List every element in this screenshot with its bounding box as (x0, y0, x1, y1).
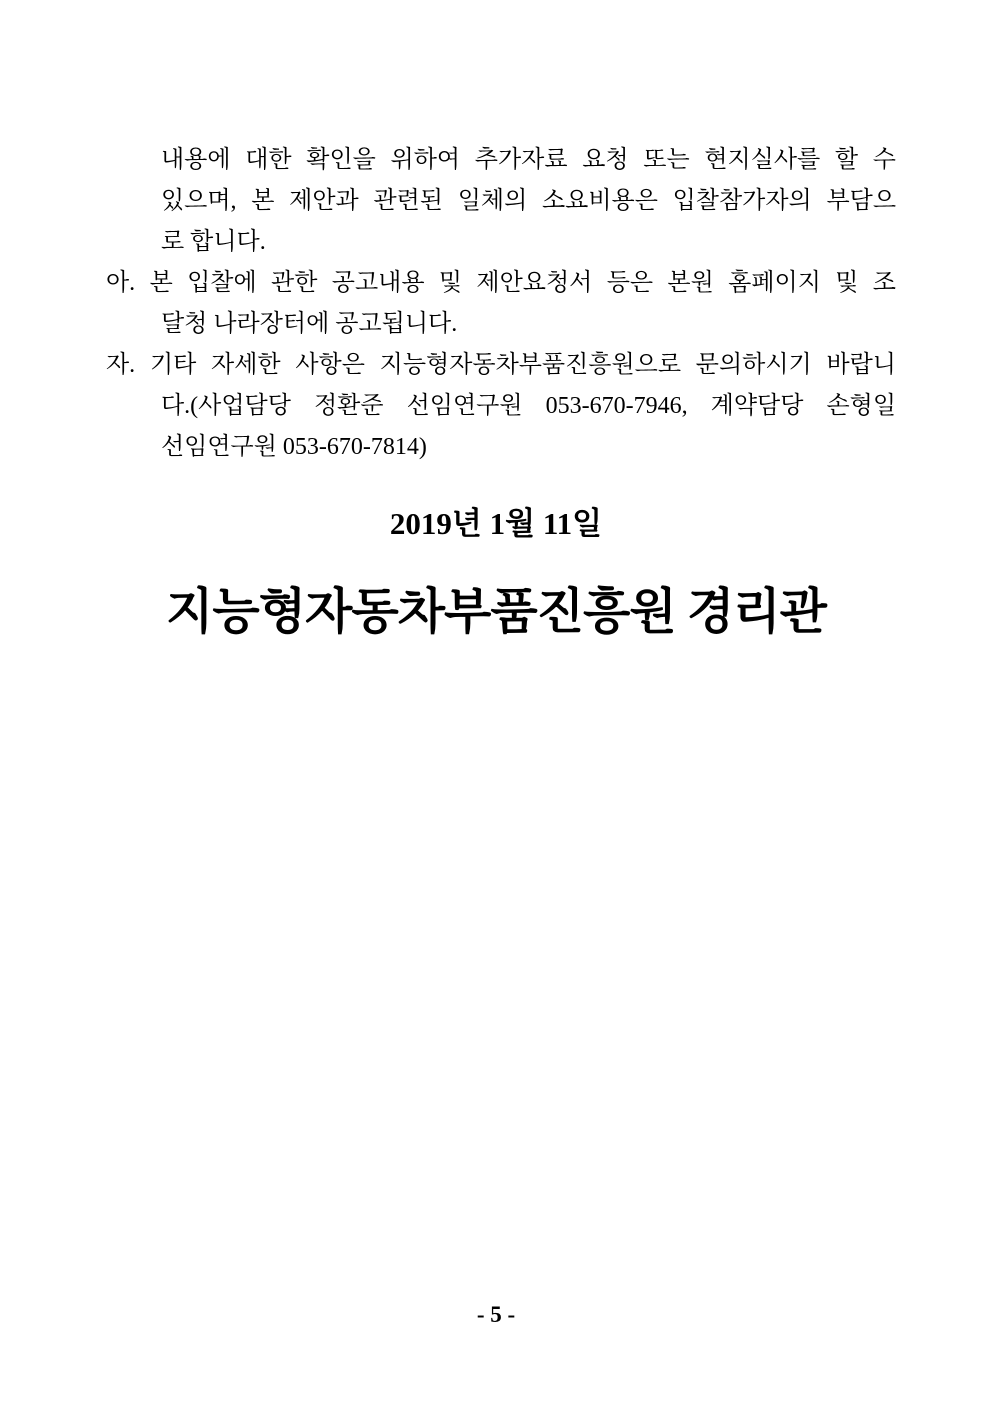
signature-line: 지능형자동차부품진흥원 경리관 (166, 584, 826, 639)
body-line: 달청 나라장터에 공고됩니다. (161, 311, 458, 337)
body-line: 다.(사업담당 정환준 선임연구원 053-670-7946, 계약담당 손형일 (161, 393, 896, 419)
page-number: - 5 - (476, 1302, 516, 1327)
list-item-text: 기타 자세한 사항은 지능형자동차부품진흥원으로 문의하시기 바랍니 (149, 352, 896, 378)
list-item-line (106, 263, 896, 304)
body-line: 로 합니다. (161, 229, 266, 255)
list-item-line (106, 345, 896, 386)
body-line: 있으며, 본 제안과 관련된 일체의 소요비용은 입찰참가자의 부담으 (161, 188, 896, 214)
body-line: 내용에 대한 확인을 위하여 추가자료 요청 또는 현지실사를 할 수 (161, 147, 896, 173)
date-line: 2019년 1월 11일 (389, 506, 603, 541)
list-item-marker: 자. (106, 352, 136, 378)
document-body (106, 140, 896, 468)
list-item-text: 본 입찰에 관한 공고내용 및 제안요청서 등은 본원 홈페이지 및 조 (149, 270, 896, 296)
body-line: 선임연구원 053-670-7814) (161, 434, 427, 460)
list-item-marker: 아. (106, 270, 136, 296)
